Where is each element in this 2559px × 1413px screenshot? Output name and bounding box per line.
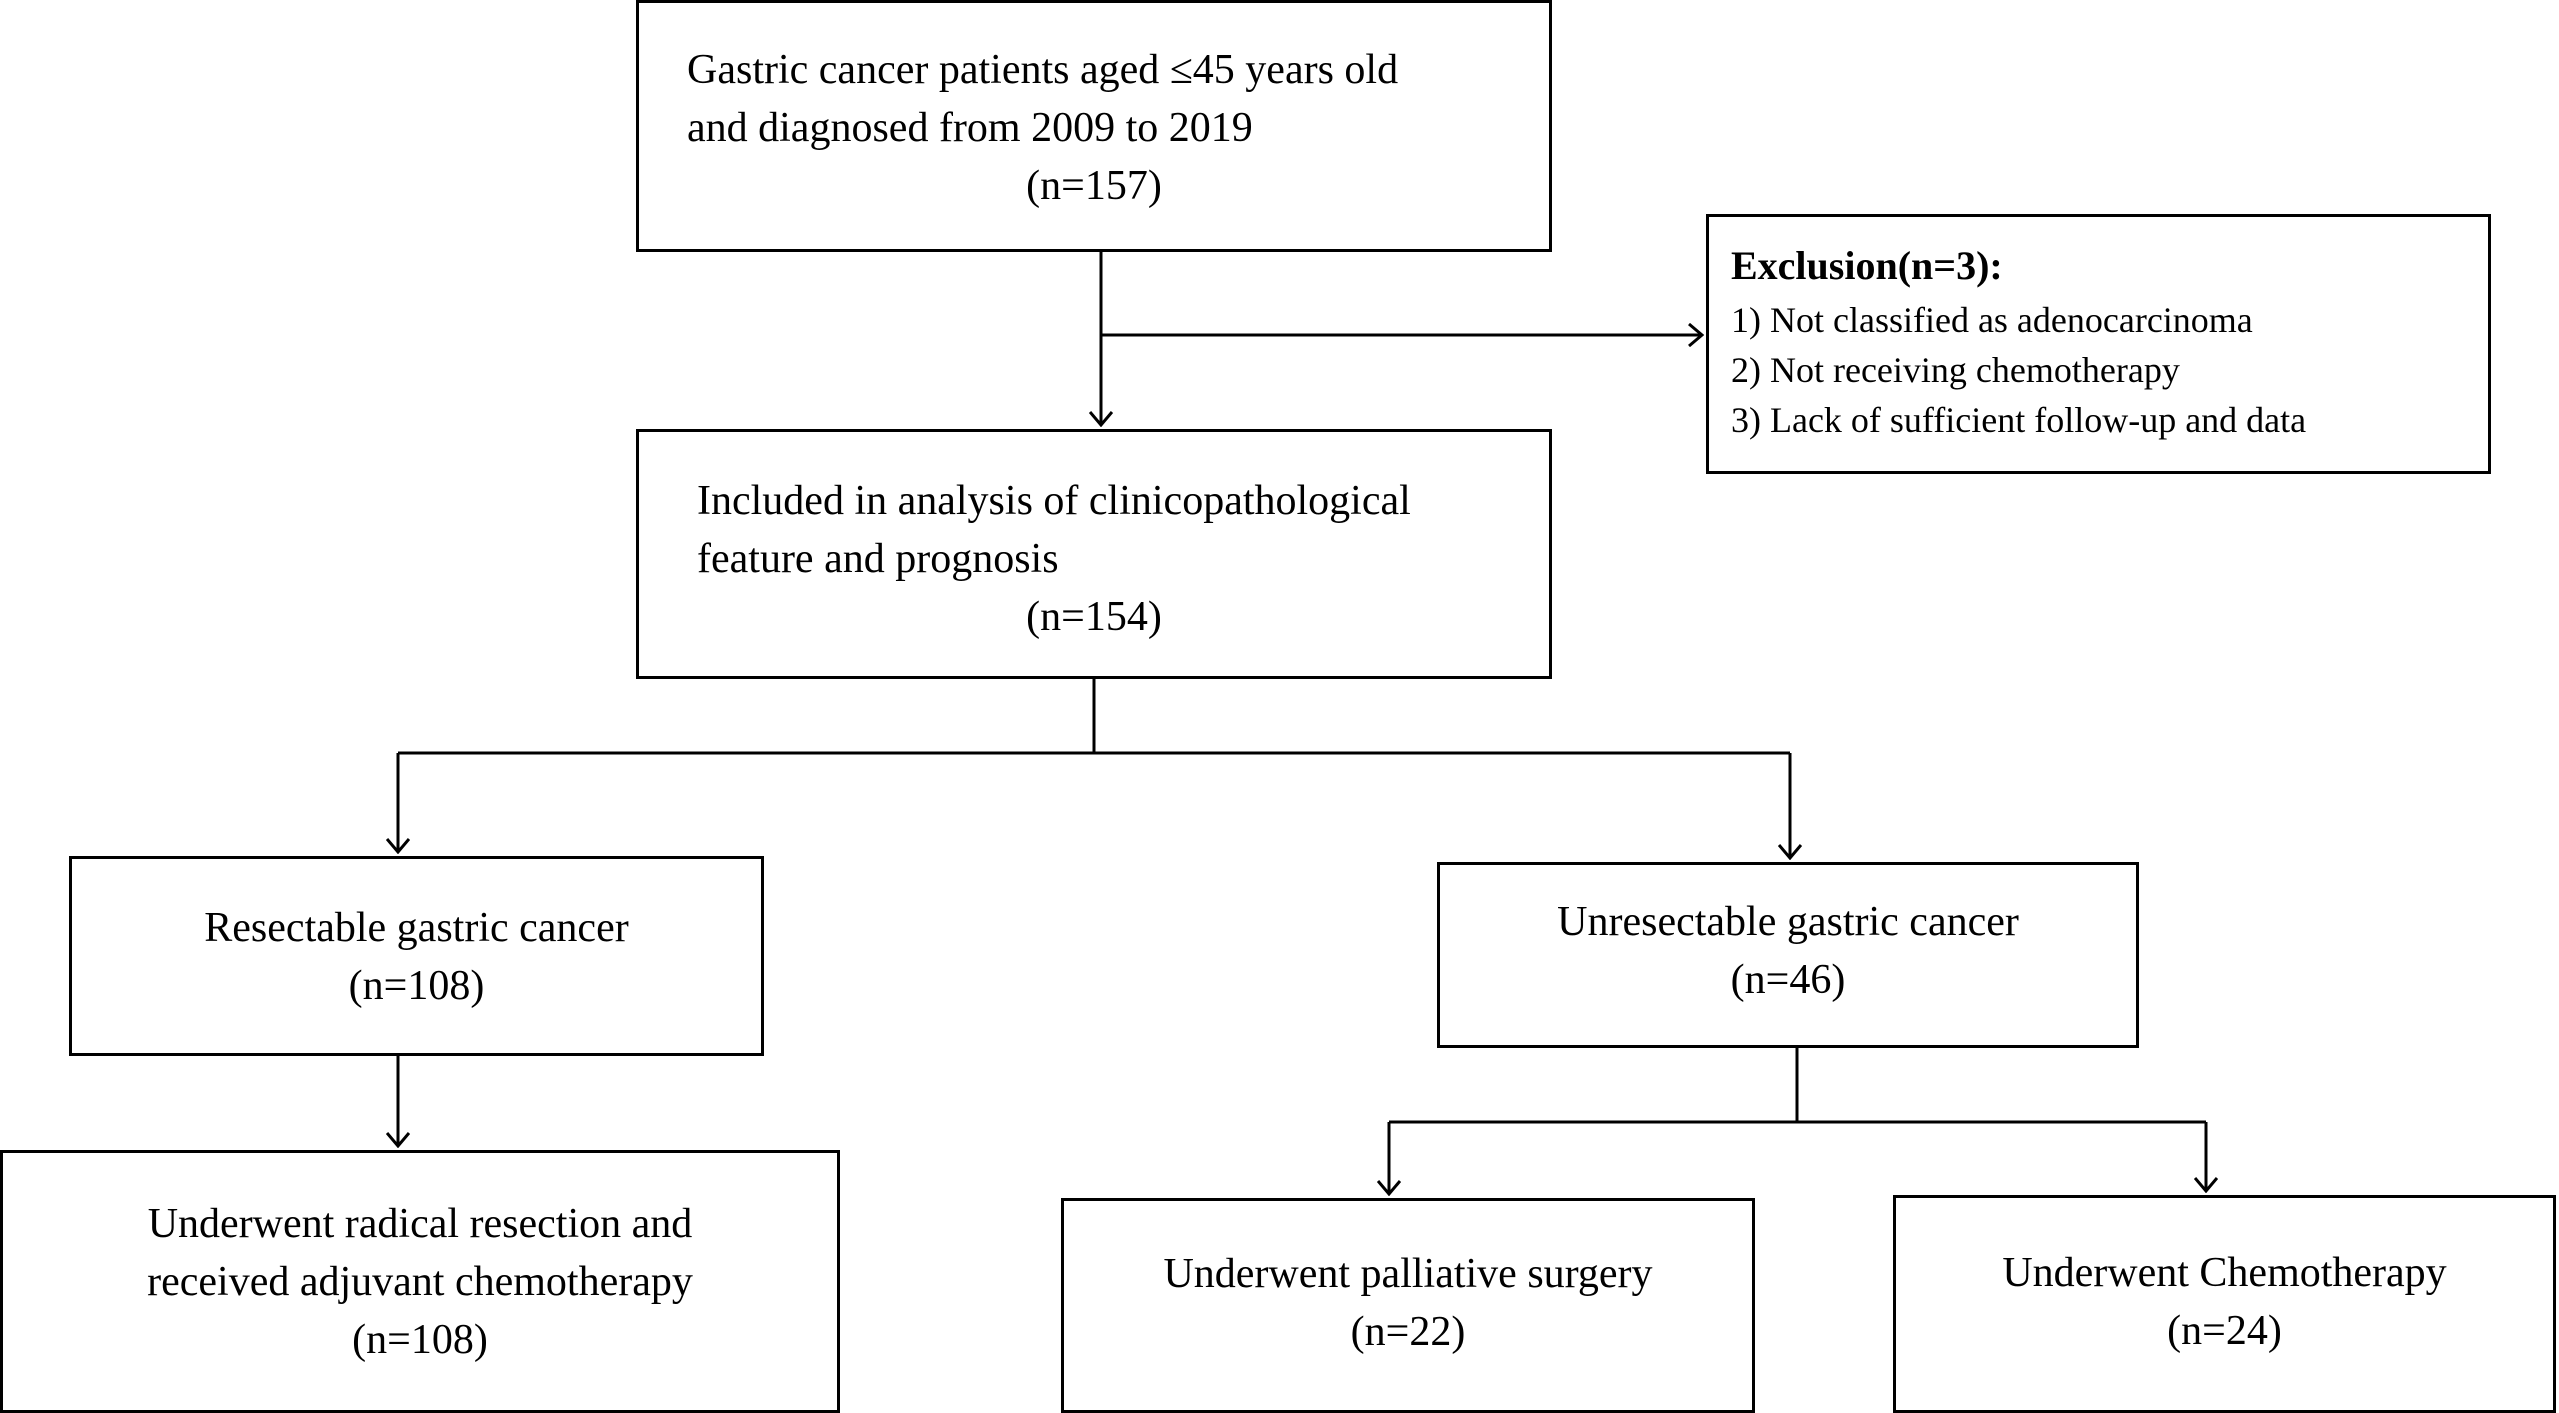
resectable-count: (n=108) xyxy=(348,963,485,1009)
screening-box xyxy=(636,0,1552,252)
unresectable-box xyxy=(1437,862,2139,1048)
exclusion-title: Exclusion(n=3): xyxy=(1731,243,2003,288)
exclusion-box xyxy=(1706,214,2491,474)
screening-line-2: and diagnosed from 2009 to 2019 xyxy=(687,105,1253,151)
included-count: (n=154) xyxy=(1026,594,1162,640)
exclusion-item: 1) Not classified as adenocarcinoma xyxy=(1731,300,2253,340)
exclusion-item: 2) Not receiving chemotherapy xyxy=(1731,350,2180,390)
chemotherapy-label: Underwent Chemotherapy xyxy=(2002,1250,2447,1296)
unresectable-label: Unresectable gastric cancer xyxy=(1557,899,2019,945)
radical-count: (n=108) xyxy=(352,1317,488,1363)
palliative-label: Underwent palliative surgery xyxy=(1163,1251,1653,1297)
palliative-surgery-box xyxy=(1061,1198,1755,1413)
chemotherapy-count: (n=24) xyxy=(2167,1308,2282,1354)
screening-count: (n=157) xyxy=(1026,163,1162,209)
resectable-label: Resectable gastric cancer xyxy=(204,905,629,951)
resectable-box xyxy=(69,856,764,1056)
palliative-count: (n=22) xyxy=(1350,1309,1466,1355)
included-line-2: feature and prognosis xyxy=(697,536,1059,582)
radical-resection-box xyxy=(0,1150,840,1413)
radical-line-1: Underwent radical resection and xyxy=(147,1201,693,1247)
exclusion-item: 3) Lack of sufficient follow-up and data xyxy=(1731,400,2307,440)
radical-line-2: received adjuvant chemotherapy xyxy=(147,1259,693,1305)
included-box xyxy=(636,429,1552,679)
unresectable-count: (n=46) xyxy=(1730,957,1846,1003)
included-line-1: Included in analysis of clinicopathological xyxy=(697,478,1411,524)
chemotherapy-box xyxy=(1893,1195,2556,1413)
screening-line-1: Gastric cancer patients aged ≤45 years old xyxy=(687,47,1399,93)
